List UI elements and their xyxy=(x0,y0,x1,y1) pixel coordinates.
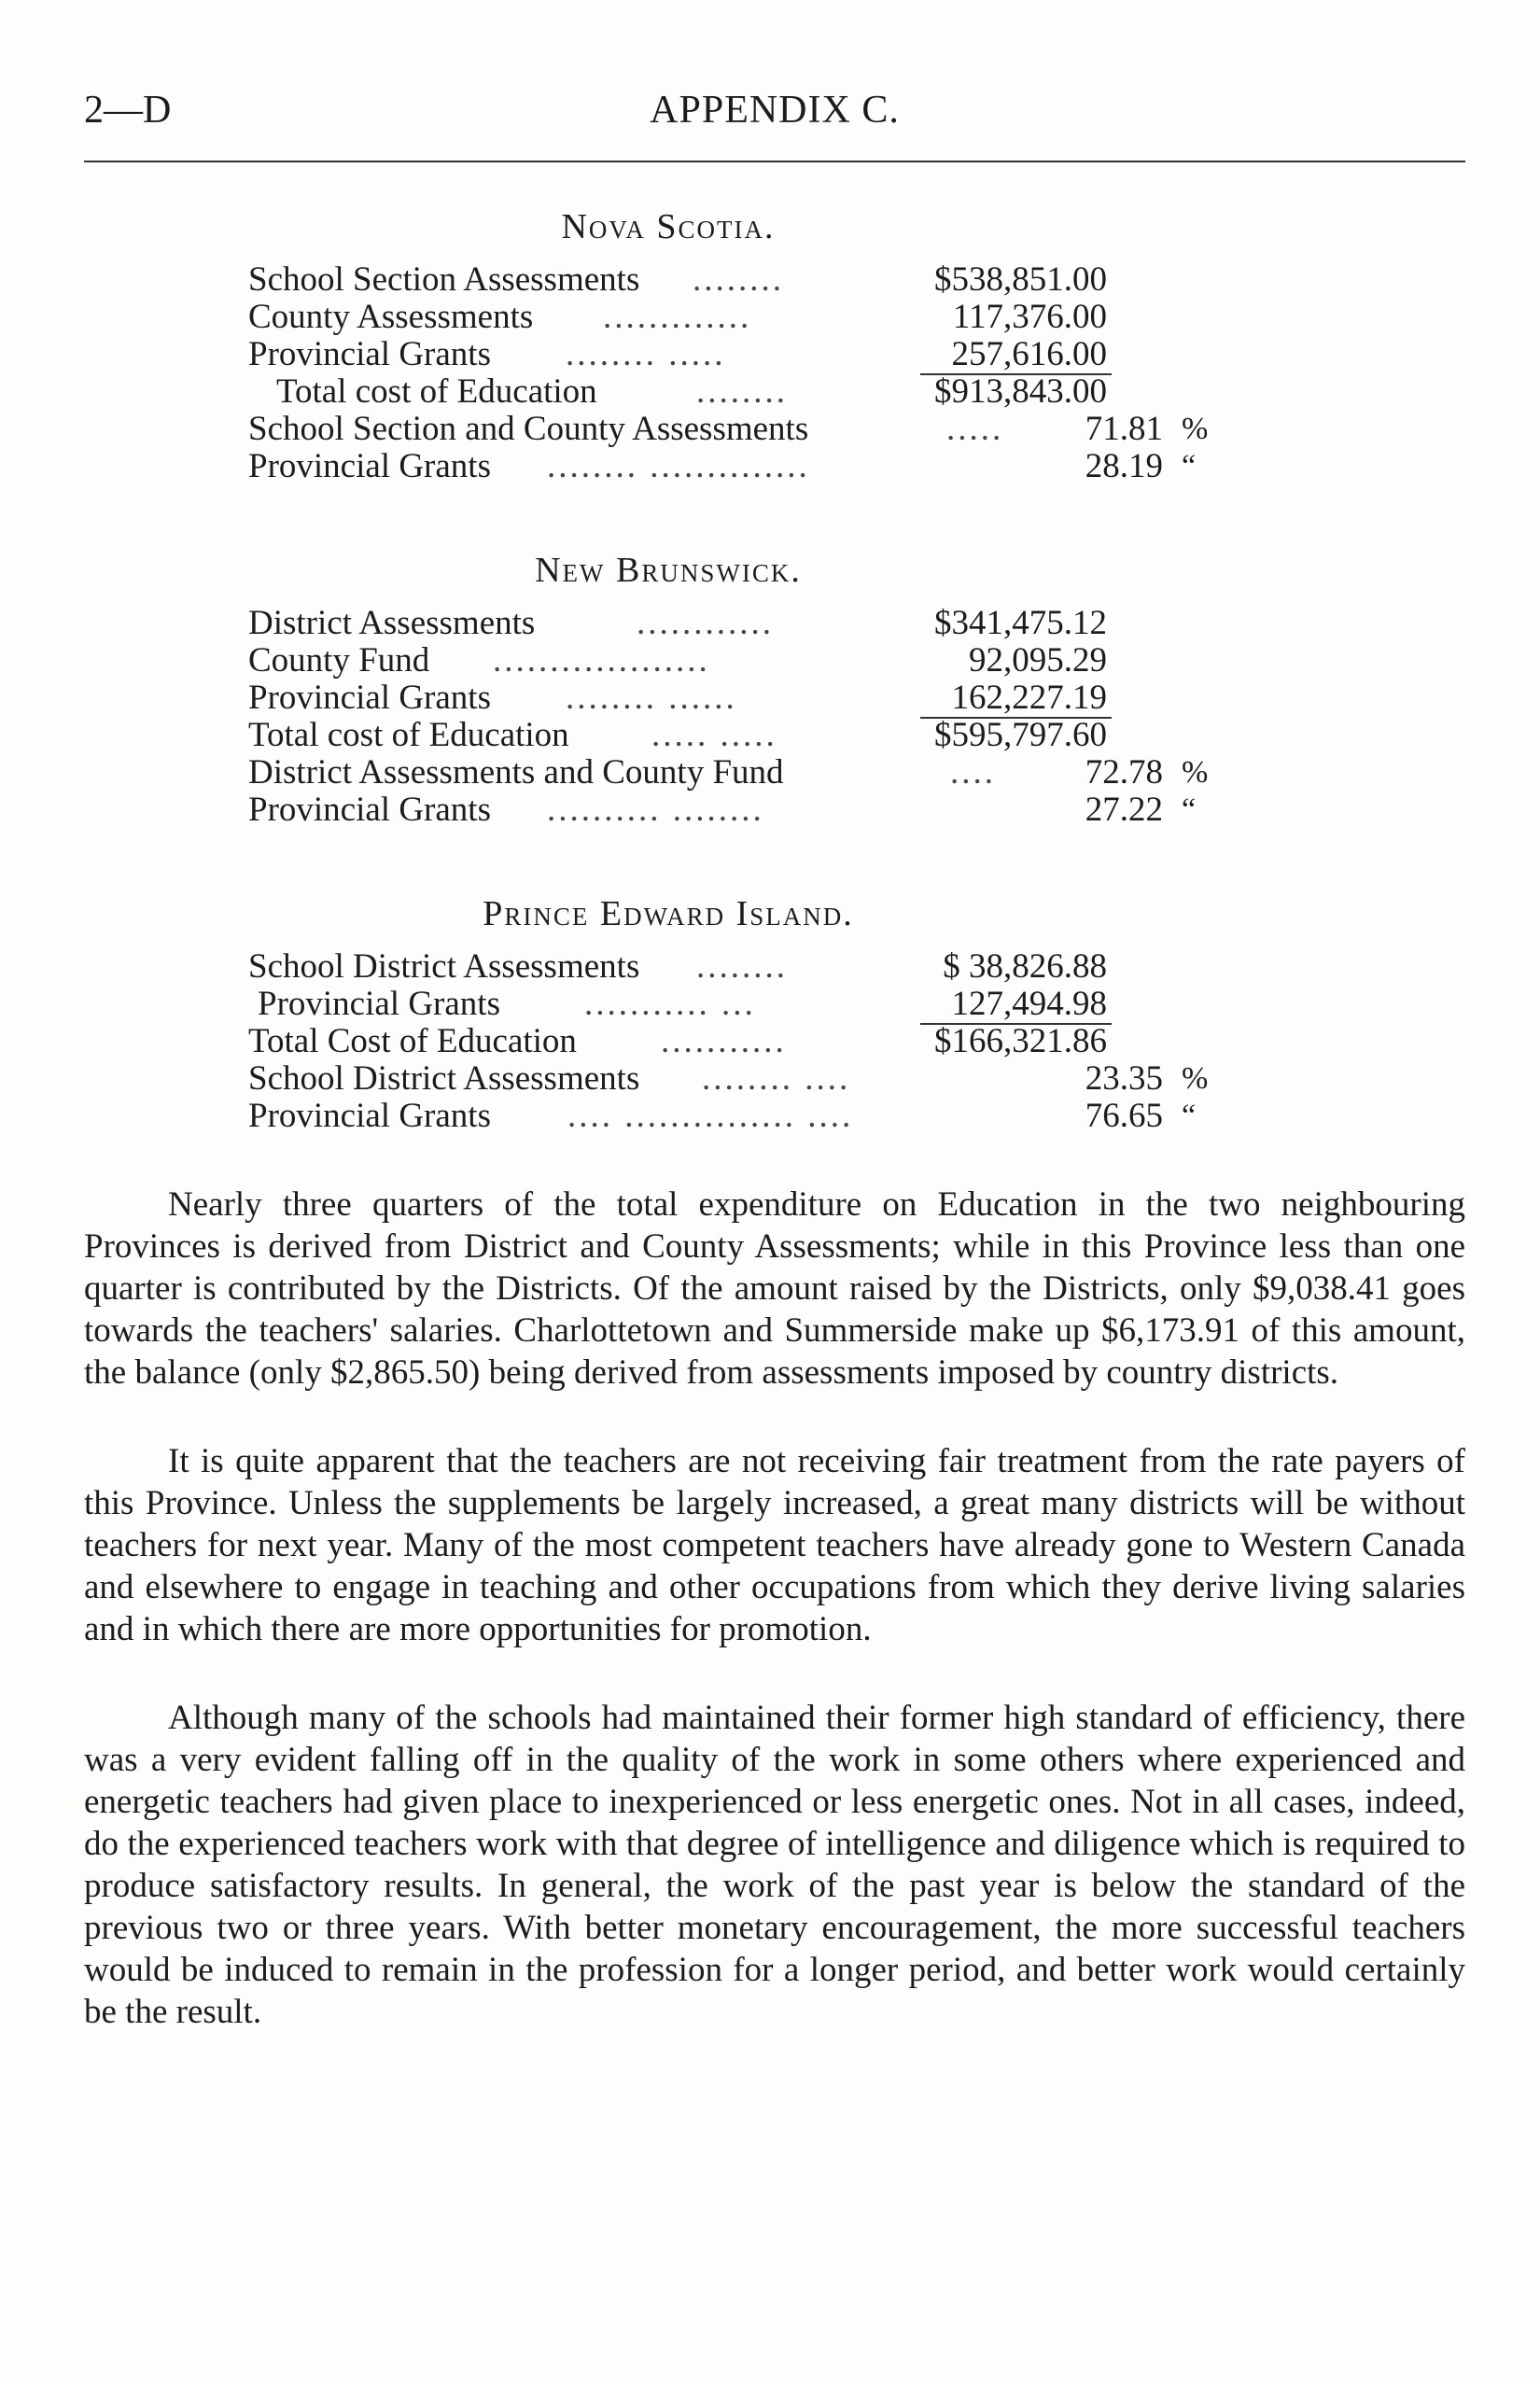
row-label: School Section and County Assessments xyxy=(248,410,809,448)
table-row xyxy=(248,717,1275,754)
page-title: APPENDIX C. xyxy=(650,89,900,132)
row-label: School District Assessments xyxy=(248,1059,640,1098)
table-row xyxy=(248,448,1275,485)
leader-dots: ............ xyxy=(637,604,774,642)
row-value: 28.19 xyxy=(1085,447,1163,485)
page-header xyxy=(84,88,1465,144)
table-row xyxy=(248,1060,1275,1098)
row-unit: % xyxy=(1182,755,1209,790)
row-value: $ 38,826.88 xyxy=(943,947,1107,986)
section-new-brunswick xyxy=(248,547,1275,902)
row-value: 127,494.98 xyxy=(951,985,1107,1023)
row-label: Provincial Grants xyxy=(248,1097,491,1135)
table-row xyxy=(248,299,1275,336)
row-label: District Assessments xyxy=(248,604,536,642)
section-title: Prince Edward Island. xyxy=(483,894,854,933)
leader-dots: ........... xyxy=(661,1022,787,1060)
section-nova-scotia xyxy=(248,203,1275,558)
table-row xyxy=(248,642,1275,680)
page-number: 2—D xyxy=(84,89,172,132)
table-row xyxy=(248,680,1275,717)
header-rule xyxy=(84,161,1465,162)
leader-dots: ........ .... xyxy=(702,1059,851,1098)
table-row xyxy=(248,986,1275,1023)
leader-dots: ........... ... xyxy=(584,985,756,1023)
table-row xyxy=(248,336,1275,373)
row-value: 71.81 xyxy=(1085,410,1163,448)
row-label: County Fund xyxy=(248,641,430,680)
section-title: New Brunswick. xyxy=(535,551,802,590)
body-text xyxy=(84,1184,1465,2080)
table-row xyxy=(248,1098,1275,1135)
row-label: Total Cost of Education xyxy=(248,1022,577,1060)
section-prince-edward-island xyxy=(248,890,1275,1198)
leader-dots: ........ ...... xyxy=(566,679,737,717)
paragraph: Although many of the schools had maintained their former high standard of efficiency, there was a very evident falling off in the quality of the work in some others where experienced and energetic teachers had given place to inexperienced or less energetic ones. Not in all cases, indeed, do the experienced teachers work with that degree of intelligence and diligence which is required to produce satisfactory results. In general, the work of the past year is below the standard of the previous two or three years. With better monetary encouragement, the more successful teachers would be induced to remain in the profession for a longer period, and better work would certainly be the result. xyxy=(84,1699,1465,2031)
row-label: Provincial Grants xyxy=(248,791,491,829)
row-unit: “ xyxy=(1182,449,1197,483)
row-label: Provincial Grants xyxy=(258,985,500,1023)
row-label: Total cost of Education xyxy=(276,372,597,411)
leader-dots: .... xyxy=(950,753,996,792)
table-row xyxy=(248,261,1275,299)
leader-dots: ............. xyxy=(603,298,752,336)
leader-dots: ..... ..... xyxy=(651,716,777,754)
row-value: 76.65 xyxy=(1085,1097,1163,1135)
row-value: 23.35 xyxy=(1085,1059,1163,1098)
leader-dots: ..... xyxy=(946,410,1004,448)
table-row xyxy=(248,948,1275,986)
row-label: School District Assessments xyxy=(248,947,640,986)
row-value: $913,843.00 xyxy=(934,372,1107,411)
row-value: 257,616.00 xyxy=(951,335,1107,373)
paragraph: Nearly three quarters of the total expenditure on Education in the two neighbouring Provinces is derived from District and County Assessments; while in this Province less than one quarter is contributed by the Districts. Of the amount raised by the Districts, only $9,038.41 goes towards the teachers' salaries. Charlottetown and Summerside make up $6,173.91 of this amount, the balance (only $2,865.50) being derived from assessments imposed by country districts. xyxy=(84,1185,1465,1392)
leader-dots: ........ ..... xyxy=(566,335,726,373)
leader-dots: .... ............... .... xyxy=(567,1097,854,1135)
paragraph: It is quite apparent that the teachers are not receiving fair treatment from the rate payers of this Province. Unless the supplements be largely increased, a great many districts will be without teachers for next year. Many of the most competent teachers have already gone to Western Canada and elsewhere to engage in teaching and other occupations from which they derive living salaries and in which there are more opportunities for promotion. xyxy=(84,1442,1465,1648)
row-label: Provincial Grants xyxy=(248,679,491,717)
row-unit: “ xyxy=(1182,1099,1197,1133)
leader-dots: ................... xyxy=(493,641,710,680)
table-row xyxy=(248,1023,1275,1060)
table-row xyxy=(248,792,1275,829)
row-unit: % xyxy=(1182,1061,1209,1096)
table-row xyxy=(248,605,1275,642)
row-value: 162,227.19 xyxy=(951,679,1107,717)
leader-dots: ........ xyxy=(696,947,788,986)
row-value: 72.78 xyxy=(1085,753,1163,792)
table-row xyxy=(248,754,1275,792)
leader-dots: ........ .............. xyxy=(547,447,810,485)
row-label: Provincial Grants xyxy=(248,335,491,373)
row-unit: “ xyxy=(1182,792,1197,827)
row-value: 27.22 xyxy=(1085,791,1163,829)
section-title: Nova Scotia. xyxy=(561,207,776,246)
leader-dots: .......... ........ xyxy=(547,791,764,829)
row-unit: % xyxy=(1182,412,1209,446)
row-value: $538,851.00 xyxy=(934,260,1107,299)
row-value: $166,321.86 xyxy=(934,1022,1107,1060)
row-label: Provincial Grants xyxy=(248,447,491,485)
row-value: $595,797.60 xyxy=(934,716,1107,754)
leader-dots: ........ xyxy=(696,372,788,411)
row-value: $341,475.12 xyxy=(934,604,1107,642)
row-value: 117,376.00 xyxy=(952,298,1107,336)
table-row xyxy=(248,373,1275,411)
row-label: Total cost of Education xyxy=(248,716,569,754)
row-label: County Assessments xyxy=(248,298,534,336)
row-label: District Assessments and County Fund xyxy=(248,753,784,792)
table-row xyxy=(248,411,1275,448)
row-value: 92,095.29 xyxy=(969,641,1107,680)
leader-dots: ........ xyxy=(693,260,784,299)
row-label: School Section Assessments xyxy=(248,260,640,299)
